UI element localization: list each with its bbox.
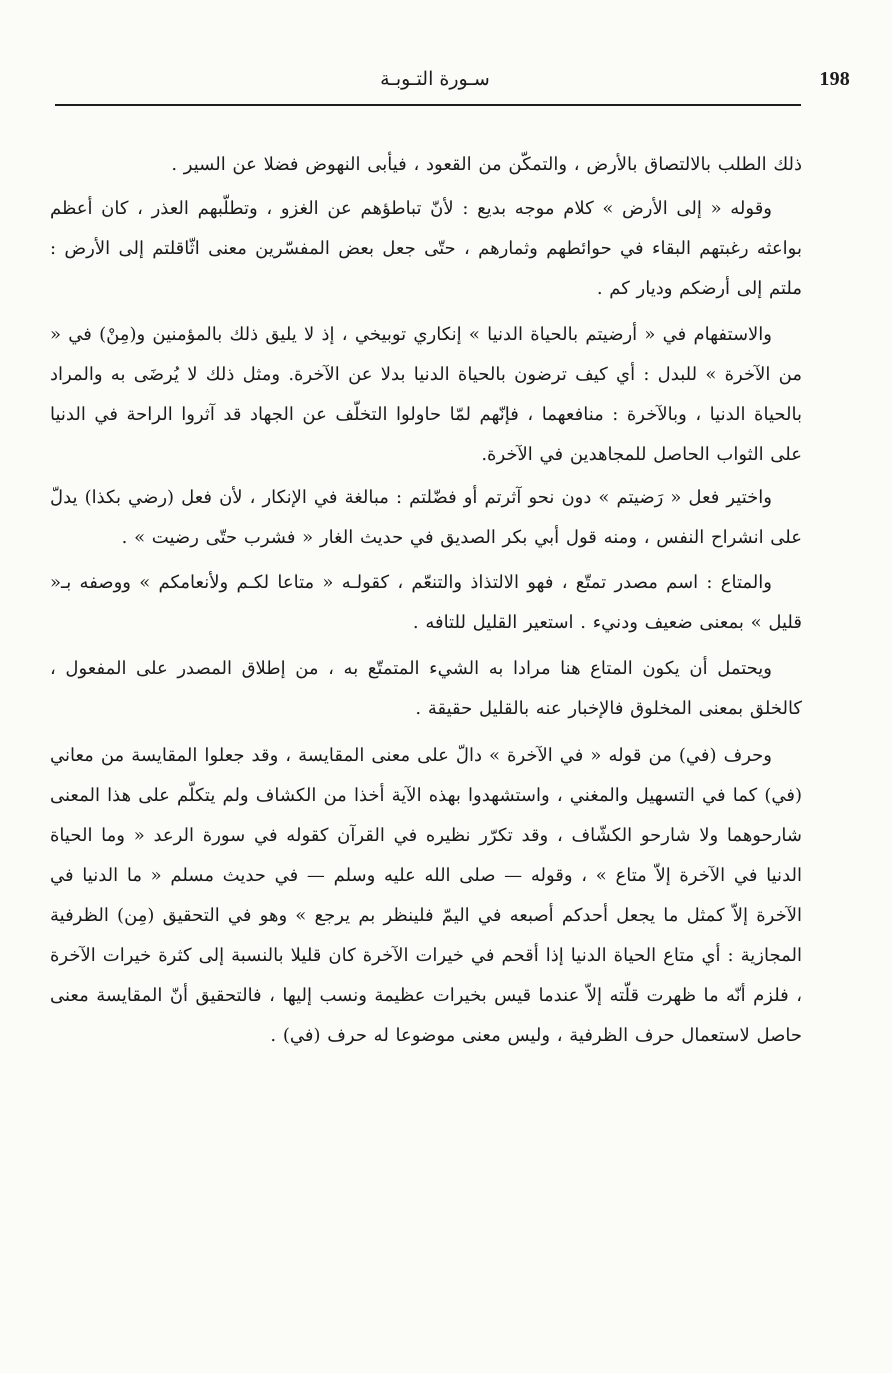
paragraph-3: والاستفهام في « أرضيتم بالحياة الدنيا » إنكاري توبيخي ، إذ لا يليق ذلك بالمؤمنين و(مِنْ) في « من الآخرة » للبدل : أي كيف ترضون بالحياة الدنيا بدلا عن الآخرة. ومثل ذلك لا يُرضَى به والمراد بالحياة الدنيا ، وبالآخرة : منافعهما ، فإنّهم لمّا حاولوا التخلّف عن الجهاد قد آثروا الراحة في الدنيا على الثواب الحاصل للمجاهدين في الآخرة. <box>50 324 802 465</box>
page-number: 198 <box>819 68 850 90</box>
paragraph-6: ويحتمل أن يكون المتاع هنا مرادا به الشيء المتمتّع به ، من إطلاق المصدر على المفعول ، كالخلق بمعنى المخلوق فالإخبار عنه بالقليل حقيقة . <box>50 658 802 719</box>
paragraph-2: وقوله « إلى الأرض » كلام موجه بديع : لأنّ تباطؤهم عن الغزو ، وتطلّبهم العذر ، كان أعظم بواعثه رغبتهم البقاء في حوائطهم وثمارهم ، حتّى جعل بعض المفسّرين معنى اثّاقلتم إلى الأرض : ملتم إلى أرضكم وديار كم . <box>50 198 802 299</box>
page-header <box>55 66 850 102</box>
header-divider <box>55 104 801 106</box>
paragraph-1: ذلك الطلب بالالتصاق بالأرض ، والتمكّن من القعود ، فيأبى النهوض فضلا عن السير . <box>171 154 802 175</box>
paragraph-5: والمتاع : اسم مصدر تمتّع ، فهو الالتذاذ والتنعّم ، كقولـه « متاعا لكـم ولأنعامكم » ووصفه بـ« قليل » بمعنى ضعيف ودنيء . استعير القليل للتافه . <box>50 572 802 633</box>
paragraph-4: واختير فعل « رَضيتم » دون نحو آثرتم أو فضّلتم : مبالغة في الإنكار ، لأن فعل (رضي بكذا) يدلّ على انشراح النفس ، ومنه قول أبي بكر الصديق في حديث الغار « فشرب حتّى رضيت » . <box>50 487 802 548</box>
page-body <box>50 145 802 1056</box>
paragraph-7: وحرف (في) من قوله « في الآخرة » دالّ على معنى المقايسة ، وقد جعلوا المقايسة من معاني (في) كما في التسهيل والمغني ، واستشهدوا بهذه الآية أخذا من الكشاف ولم يتكلّم على هذا المعنى شارحوهما ولا شارحو الكشّاف ، وقد تكرّر نظيره في القرآن كقوله في سورة الرعد « وما الحياة الدنيا في الآخرة إلاّ متاع » ، وقوله — صلى الله عليه وسلم — في حديث مسلم « ما الدنيا في الآخرة إلاّ كمثل ما يجعل أحدكم أصبعه في اليمّ فلينظر بم يرجع » وهو في التحقيق (مِن) الظرفية المجازية : أي متاع الحياة الدنيا إذا أقحم في خيرات الآخرة كان قليلا بالنسبة إلى كثرة خيرات الآخرة ، فلزم أنّه ما ظهرت قلّته إلاّ عندما قيس بخيرات عظيمة ونسب إليها ، فالتحقيق أنّ المقايسة معنى حاصل لاستعمال حرف الظرفية ، وليس معنى موضوعا له حرف (في) . <box>50 745 802 1046</box>
running-title: سـورة التـوبـة <box>380 68 490 90</box>
